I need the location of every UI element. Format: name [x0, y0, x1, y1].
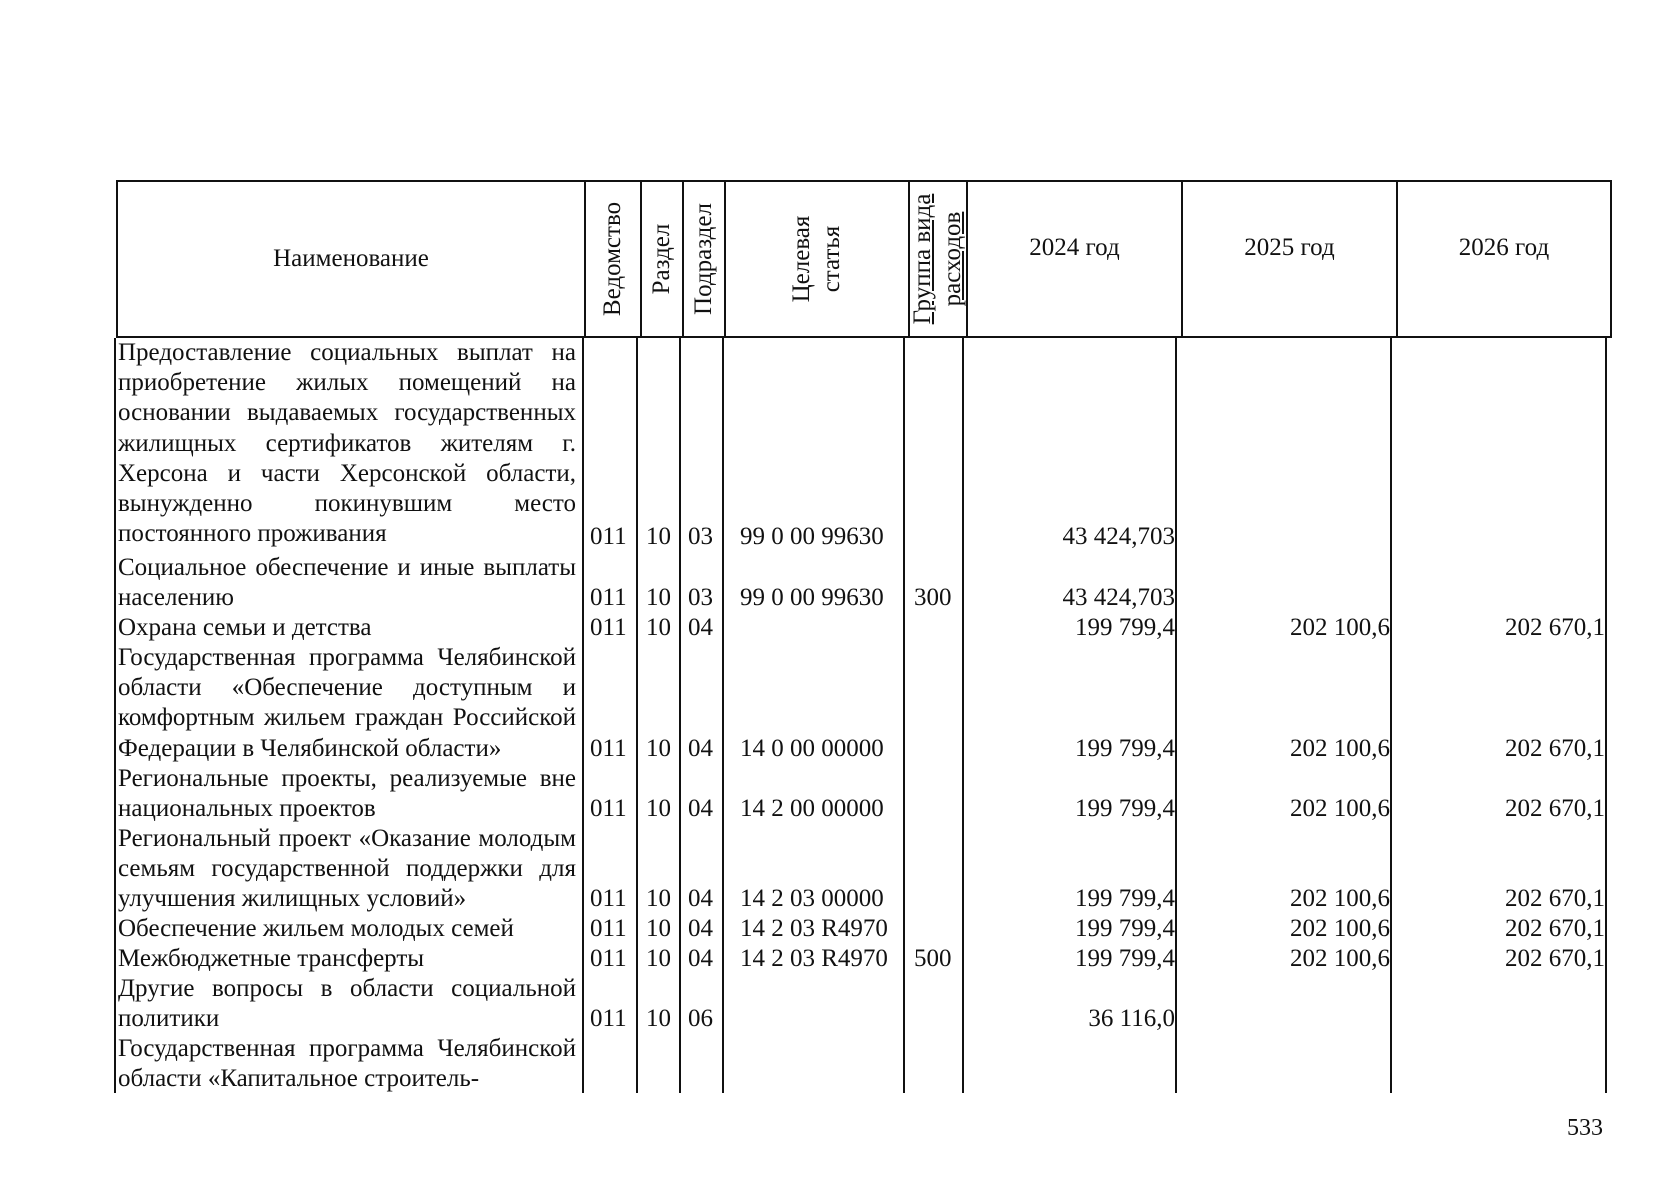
header-vedomstvo-label: Ведомство	[599, 201, 626, 317]
row-razd: 10	[646, 523, 671, 550]
row-target: 14 2 03 R4970	[740, 915, 888, 942]
row-target: 14 0 00 00000	[740, 735, 884, 762]
col-line	[962, 338, 964, 1093]
row-ved: 011	[590, 584, 627, 611]
col-line	[582, 338, 584, 1093]
col-line	[1605, 338, 1607, 1093]
row-name: Предоставление социальных выплат на приобретение жилых помещений на основании выдаваемых государственных жилищных сертификатов жителям г. Херсона и части Херсонской области, вынужденно покинувшим место постоянного проживания	[118, 339, 576, 548]
row-group: 300	[914, 584, 952, 611]
col-line	[1175, 338, 1177, 1093]
row-razd: 10	[646, 1005, 671, 1032]
row-2026: 202 670,1	[1505, 735, 1605, 762]
row-group: 500	[914, 945, 952, 972]
row-2024: 199 799,4	[1075, 945, 1175, 972]
header-group	[908, 182, 966, 336]
row-razd: 10	[646, 945, 671, 972]
row-podr: 04	[688, 915, 713, 942]
col-line	[722, 338, 724, 1093]
row-name: Государственная программа Челябинской области «Обеспечение доступным и комфортным жильем граждан Российской Федерации в Челябинской области»	[118, 644, 576, 762]
col-line	[903, 338, 905, 1093]
header-2025	[1181, 182, 1396, 336]
row-target: 14 2 03 R4970	[740, 945, 888, 972]
row-razd: 10	[646, 584, 671, 611]
row-razd: 10	[646, 915, 671, 942]
row-2025: 202 100,6	[1290, 915, 1390, 942]
row-2025: 202 100,6	[1290, 614, 1390, 641]
row-target: 14 2 00 00000	[740, 795, 884, 822]
row-name: Охрана семьи и детства	[118, 614, 372, 641]
header-2025-label: 2025 год	[1244, 234, 1335, 261]
row-2026: 202 670,1	[1505, 885, 1605, 912]
row-razd: 10	[646, 735, 671, 762]
row-2024: 199 799,4	[1075, 885, 1175, 912]
row-2024: 43 424,703	[1062, 584, 1175, 611]
header-name	[116, 182, 584, 336]
table-header	[116, 180, 1612, 338]
row-ved: 011	[590, 735, 627, 762]
col-line	[114, 338, 116, 1093]
row-2024: 199 799,4	[1075, 735, 1175, 762]
row-podr: 04	[688, 945, 713, 972]
row-name: Социальное обеспечение и иные выплаты населению	[118, 554, 576, 612]
row-ved: 011	[590, 1005, 627, 1032]
row-target: 14 2 03 00000	[740, 885, 884, 912]
row-name: Региональные проекты, реализуемые вне национальных проектов	[118, 765, 576, 823]
header-podrazdel-label: Подраздел	[690, 203, 717, 315]
header-podrazdel	[682, 182, 724, 336]
row-ved: 011	[590, 915, 627, 942]
row-podr: 03	[688, 584, 713, 611]
col-line	[679, 338, 681, 1093]
row-2024: 43 424,703	[1062, 523, 1175, 550]
header-2024-label: 2024 год	[1029, 234, 1120, 261]
row-2026: 202 670,1	[1505, 795, 1605, 822]
header-group-line1: Группа вида	[909, 193, 936, 325]
row-2026: 202 670,1	[1505, 915, 1605, 942]
row-2025: 202 100,6	[1290, 735, 1390, 762]
header-target-label	[787, 216, 847, 303]
row-podr: 04	[688, 735, 713, 762]
header-2026	[1396, 182, 1612, 336]
header-target	[724, 182, 908, 336]
row-2026: 202 670,1	[1505, 945, 1605, 972]
row-razd: 10	[646, 614, 671, 641]
header-group-label	[908, 194, 968, 325]
row-name: Межбюджетные трансферты	[118, 945, 425, 972]
row-razd: 10	[646, 795, 671, 822]
row-2026: 202 670,1	[1505, 614, 1605, 641]
row-podr: 04	[688, 795, 713, 822]
row-podr: 04	[688, 885, 713, 912]
row-name: Региональный проект «Оказание молодым семьям государственной поддержки для улучшения жилищных условий»	[118, 825, 576, 913]
row-razd: 10	[646, 885, 671, 912]
row-ved: 011	[590, 945, 627, 972]
row-2024: 199 799,4	[1075, 915, 1175, 942]
header-2024	[966, 182, 1181, 336]
row-podr: 06	[688, 1005, 713, 1032]
header-target-line2: статья	[818, 225, 845, 293]
header-group-line2: расходов	[939, 211, 966, 307]
row-ved: 011	[590, 885, 627, 912]
header-2026-label: 2026 год	[1458, 234, 1550, 261]
row-2025: 202 100,6	[1290, 945, 1390, 972]
row-2024: 199 799,4	[1075, 614, 1175, 641]
header-vedomstvo	[584, 182, 640, 336]
page-number: 533	[1567, 1115, 1603, 1141]
row-target: 99 0 00 99630	[740, 584, 884, 611]
header-name-label: Наименование	[273, 245, 429, 272]
header-target-line1: Целевая	[788, 215, 815, 303]
col-line	[1390, 338, 1392, 1093]
row-podr: 04	[688, 614, 713, 641]
col-line	[636, 338, 638, 1093]
row-2024: 36 116,0	[1088, 1005, 1175, 1032]
row-ved: 011	[590, 614, 627, 641]
row-2024: 199 799,4	[1075, 795, 1175, 822]
row-name: Государственная программа Челябинской области «Капитальное строитель-	[118, 1035, 576, 1092]
row-podr: 03	[688, 523, 713, 550]
row-ved: 011	[590, 795, 627, 822]
header-razdel	[640, 182, 682, 336]
row-name: Другие вопросы в области социальной политики	[118, 975, 576, 1033]
row-2025: 202 100,6	[1290, 795, 1390, 822]
header-razdel-label: Раздел	[648, 223, 675, 295]
row-name: Обеспечение жильем молодых семей	[118, 915, 514, 942]
row-ved: 011	[590, 523, 627, 550]
row-target: 99 0 00 99630	[740, 523, 884, 550]
row-2025: 202 100,6	[1290, 885, 1390, 912]
